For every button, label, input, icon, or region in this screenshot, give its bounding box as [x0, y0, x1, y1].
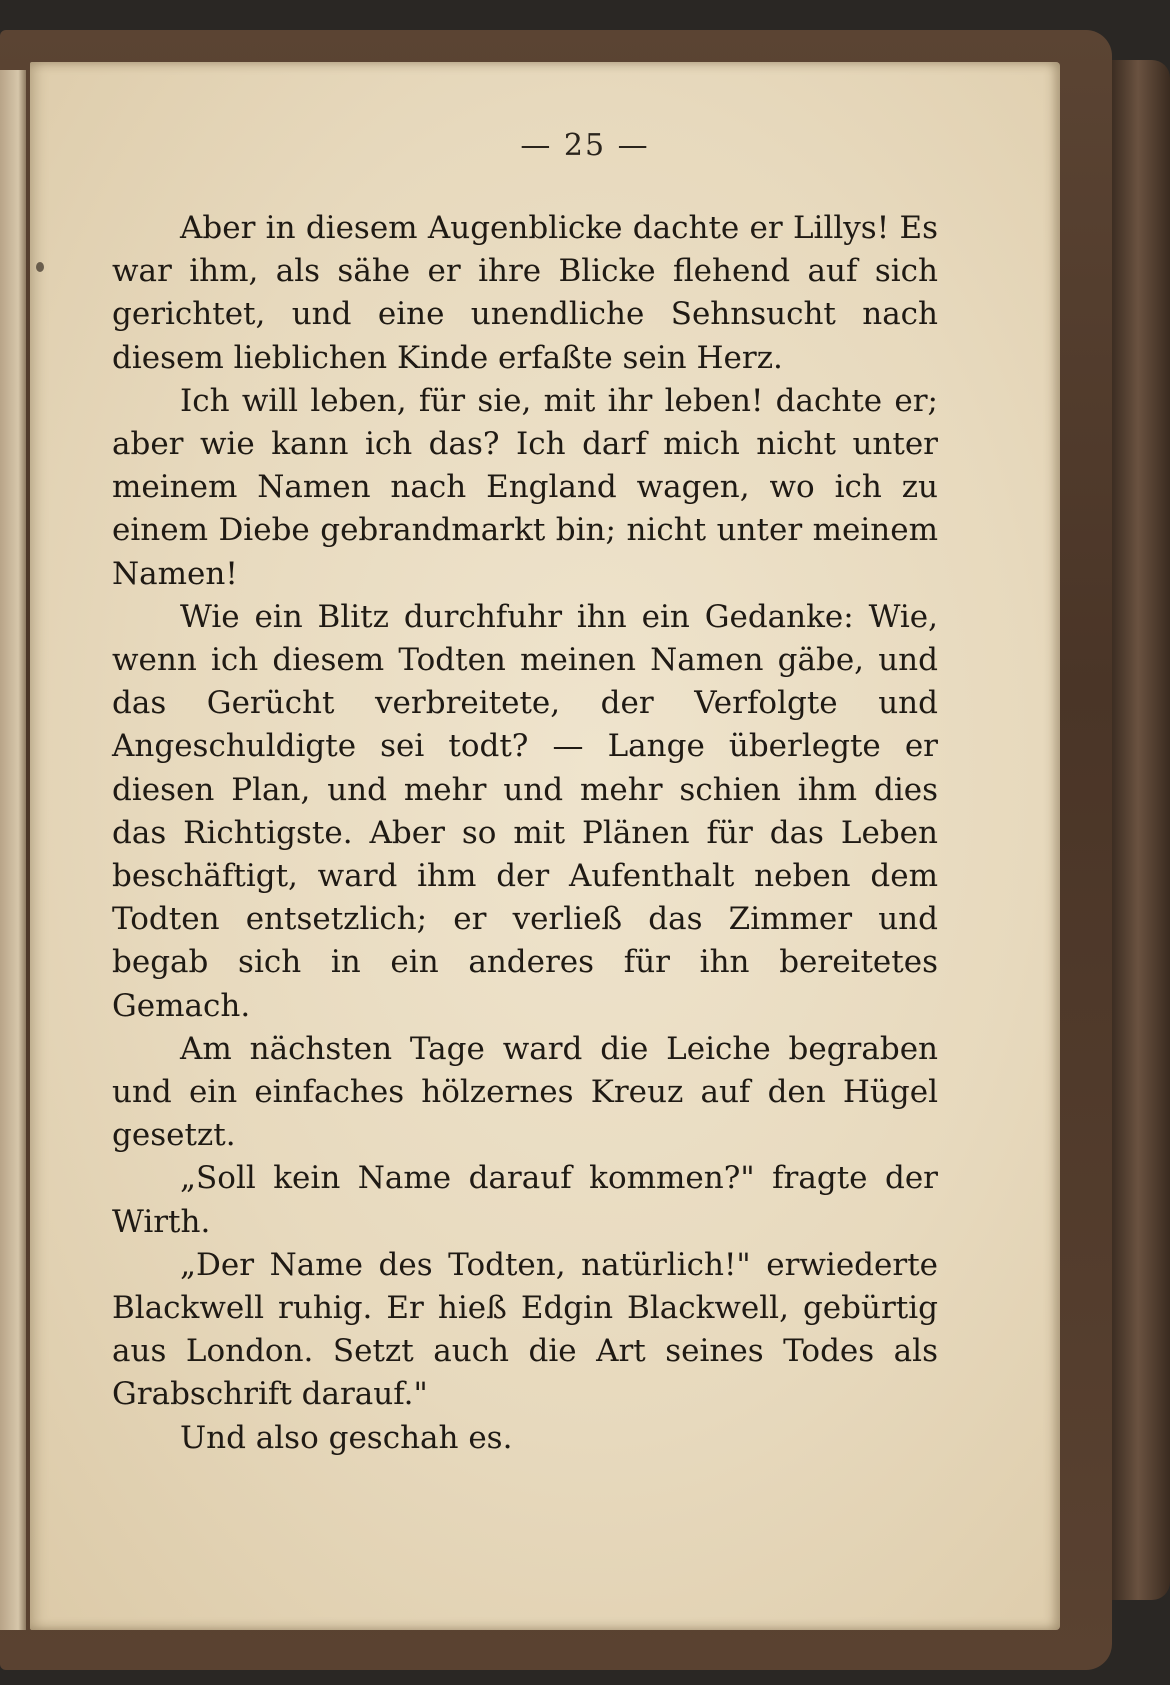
paragraph: Ich will leben, für sie, mit ihr leben! dachte er; aber wie kann ich das? Ich darf mich nicht unter meinem Namen nach England wagen, wo ich zu einem Diebe gebrandmarkt bin; nicht unter meinem Namen!: [112, 382, 938, 592]
page-number: — 25 —: [520, 128, 650, 163]
book-cover-edge: [1112, 60, 1170, 1600]
paragraph: Aber in diesem Augenblicke dachte er Lillys! Es war ihm, als sähe er ihre Blicke flehend auf sich gerichtet, und eine unendliche Sehnsucht nach diesem lieblichen Kinde erfaßte sein Herz.: [112, 210, 938, 376]
paragraph: Und also geschah es.: [180, 1419, 513, 1456]
paragraph: „Soll kein Name darauf kommen?" fragte der Wirth.: [112, 1160, 938, 1240]
paragraph: „Der Name des Todten, natürlich!" erwiederte Blackwell ruhig. Er hieß Edgin Blackwell, gebürtig aus London. Setzt auch die Art seines Todes als Grabschrift darauf.": [112, 1246, 938, 1413]
paragraph: Wie ein Blitz durchfuhr ihn ein Gedanke: Wie, wenn ich diesem Todten meinen Namen gäbe, und das Gerücht verbreitete, der Verfolgte und Angeschuldigte sei todt? — Lange überlegte er diesen Plan, und mehr und mehr schien ihm dies das Richtigste. Aber so mit Plänen für das Leben beschäftigt, ward ihm der Aufenthalt neben dem Todten entsetzlich; er verließ das Zimmer und begab sich in ein anderes für ihn bereitetes Gemach.: [112, 598, 938, 1024]
paragraph: Am nächsten Tage ward die Leiche begraben und ein einfaches hölzernes Kreuz auf den Hügel gesetzt.: [112, 1030, 938, 1154]
ink-speck: [36, 262, 44, 272]
previous-page-edge: [0, 70, 26, 1630]
page-text: [112, 207, 938, 1460]
